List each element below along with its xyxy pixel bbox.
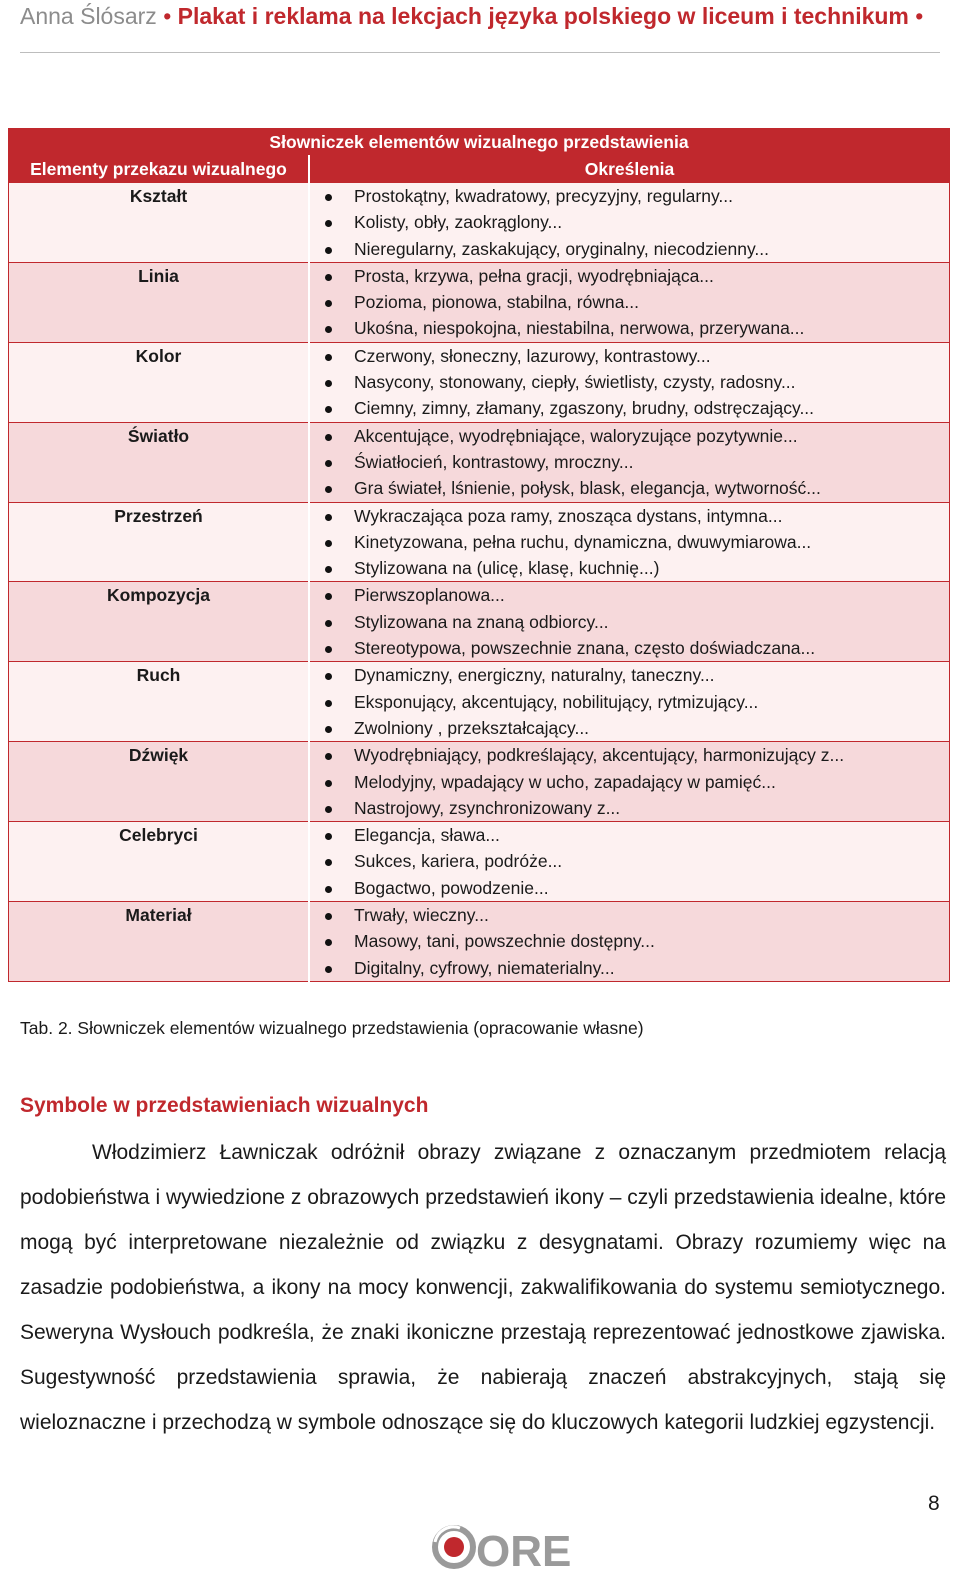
element-descriptions <box>309 902 950 982</box>
element-name: Światło <box>9 422 310 502</box>
list-item: Czerwony, słoneczny, lazurowy, kontrastowy... <box>310 343 949 369</box>
list-item: Kolisty, obły, zaokrąglony... <box>310 209 949 235</box>
element-name: Kolor <box>9 342 310 422</box>
element-name: Przestrzeń <box>9 502 310 582</box>
element-descriptions <box>309 582 950 662</box>
list-item: Światłocień, kontrastowy, mroczny... <box>310 449 949 475</box>
bullet-list <box>310 582 949 661</box>
bullet-list <box>310 902 949 981</box>
list-item: Akcentujące, wyodrębniające, waloryzujące pozytywnie... <box>310 423 949 449</box>
element-descriptions <box>309 742 950 822</box>
table-row <box>9 902 950 982</box>
list-item: Sukces, kariera, podróże... <box>310 848 949 874</box>
bullet-list <box>310 263 949 342</box>
table-row <box>9 262 950 342</box>
list-item: Nasycony, stonowany, ciepły, świetlisty, czysty, radosny... <box>310 369 949 395</box>
element-name: Kształt <box>9 183 310 263</box>
list-item: Prostokątny, kwadratowy, precyzyjny, regularny... <box>310 183 949 209</box>
table-caption-text: Tab. 2. Słowniczek elementów wizualnego przedstawienia (opracowanie własne) <box>20 1018 644 1038</box>
table-caption-row <box>9 129 950 156</box>
header-title: Plakat i reklama na lekcjach języka polskiego w liceum i technikum <box>177 3 909 29</box>
list-item: Zwolniony , przekształcający... <box>310 715 949 741</box>
bullet-list <box>310 822 949 901</box>
table-caption: Słowniczek elementów wizualnego przedstawienia <box>9 129 950 156</box>
element-descriptions <box>309 662 950 742</box>
list-item: Digitalny, cyfrowy, niematerialny... <box>310 955 949 981</box>
header-separator: • <box>163 3 172 29</box>
bullet-list <box>310 503 949 582</box>
bullet-list <box>310 423 949 502</box>
table-row <box>9 502 950 582</box>
body-paragraph: Włodzimierz Ławniczak odróżnił obrazy związane z oznaczanym przedmiotem relacją podobieństwa i wywiedzione z obrazowych przedstawień ikony – czyli przedstawienia idealne, które mogą być interpretowane niezależnie od związku z desygnatami. Obrazy rozumiemy więc na zasadzie podobieństwa, a ikony na mocy konwencji, zakwalifikowania do systemu semiotycznego. Seweryna Wysłouch podkreśla, że znaki ikoniczne przestają reprezentować jednostkowe zjawiska. Sugestywność przedstawienia sprawia, że nabierają znaczeń abstrakcyjnych, stają się wieloznaczne i przechodzą w symbole odnoszące się do kluczowych kategorii ludzkiej egzystencji. <box>20 1141 946 1434</box>
element-descriptions <box>309 342 950 422</box>
column-header-elements: Elementy przekazu wizualnego <box>9 156 310 183</box>
table-row <box>9 183 950 263</box>
list-item: Prosta, krzywa, pełna gracji, wyodrębniająca... <box>310 263 949 289</box>
page-header <box>20 0 940 53</box>
list-item: Stereotypowa, powszechnie znana, często doświadczana... <box>310 635 949 661</box>
dictionary-table <box>8 128 950 982</box>
list-item: Gra świateł, lśnienie, połysk, blask, elegancja, wytworność... <box>310 475 949 501</box>
page-number: 8 <box>928 1492 940 1515</box>
list-item: Pierwszoplanowa... <box>310 582 949 608</box>
bullet-list <box>310 742 949 821</box>
bullet-list <box>310 343 949 422</box>
column-header-descriptions: Określenia <box>309 156 950 183</box>
table-row <box>9 662 950 742</box>
list-item: Melodyjny, wpadający w ucho, zapadający w pamięć... <box>310 769 949 795</box>
list-item: Stylizowana na znaną odbiorcy... <box>310 609 949 635</box>
list-item: Elegancja, sława... <box>310 822 949 848</box>
list-item: Eksponujący, akcentujący, nobilitujący, rytmizujący... <box>310 689 949 715</box>
element-name: Dźwięk <box>9 742 310 822</box>
list-item: Bogactwo, powodzenie... <box>310 875 949 901</box>
table-row <box>9 822 950 902</box>
header-author: Anna Ślósarz <box>20 3 157 29</box>
list-item: Ukośna, niespokojna, niestabilna, nerwowa, przerywana... <box>310 315 949 341</box>
header-separator-end: • <box>915 3 924 29</box>
element-descriptions <box>309 502 950 582</box>
table-row <box>9 582 950 662</box>
element-descriptions <box>309 822 950 902</box>
bullet-list <box>310 662 949 741</box>
list-item: Trwały, wieczny... <box>310 902 949 928</box>
section-title: Symbole w przedstawieniach wizualnych <box>20 1094 429 1117</box>
element-name: Ruch <box>9 662 310 742</box>
list-item: Kinetyzowana, pełna ruchu, dynamiczna, dwuwymiarowa... <box>310 529 949 555</box>
list-item: Dynamiczny, energiczny, naturalny, taneczny... <box>310 662 949 688</box>
element-descriptions <box>309 422 950 502</box>
table-row <box>9 422 950 502</box>
list-item: Nastrojowy, zsynchronizowany z... <box>310 795 949 821</box>
element-descriptions <box>309 183 950 263</box>
list-item: Wykraczająca poza ramy, znosząca dystans, intymna... <box>310 503 949 529</box>
element-name: Celebryci <box>9 822 310 902</box>
element-name: Linia <box>9 262 310 342</box>
table-header-row <box>9 156 950 183</box>
list-item: Stylizowana na (ulicę, klasę, kuchnię...) <box>310 555 949 581</box>
element-name: Kompozycja <box>9 582 310 662</box>
header-line <box>20 1 923 31</box>
bullet-list <box>310 183 949 262</box>
list-item: Masowy, tani, powszechnie dostępny... <box>310 928 949 954</box>
list-item: Ciemny, zimny, złamany, zgaszony, brudny, odstręczający... <box>310 395 949 421</box>
logo-text: ORE <box>476 1527 572 1572</box>
list-item: Wyodrębniający, podkreślający, akcentujący, harmonizujący z... <box>310 742 949 768</box>
logo-red-dot <box>444 1537 464 1557</box>
list-item: Nieregularny, zaskakujący, oryginalny, niecodzienny... <box>310 236 949 262</box>
table-row <box>9 742 950 822</box>
element-descriptions <box>309 262 950 342</box>
ore-logo-icon <box>430 1522 572 1572</box>
list-item: Pozioma, pionowa, stabilna, równa... <box>310 289 949 315</box>
element-name: Materiał <box>9 902 310 982</box>
table-row <box>9 342 950 422</box>
